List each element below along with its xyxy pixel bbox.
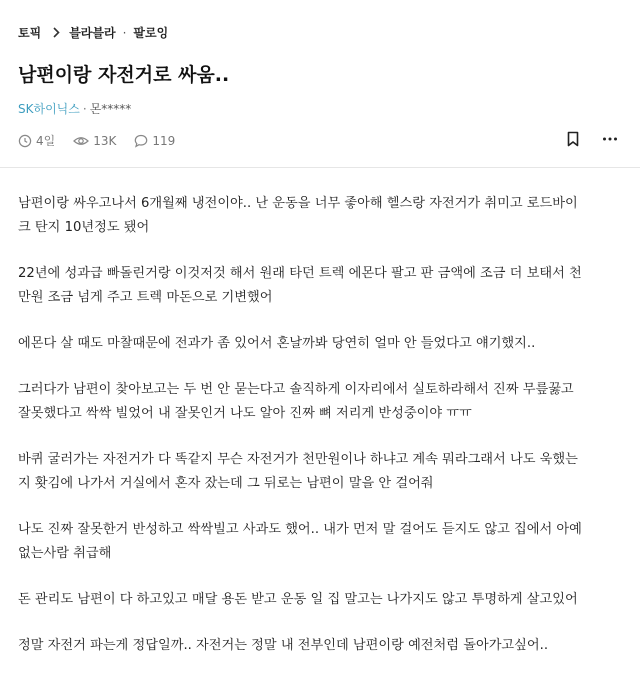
- author-separator: ·: [82, 101, 87, 116]
- post-paragraph: 에몬다 살 때도 마찰때문에 전과가 좀 있어서 혼날까봐 당연히 얼마 안 들었다고 얘기했지..: [18, 336, 536, 351]
- views-stat: [73, 134, 116, 148]
- breadcrumb-following[interactable]: 팔로잉: [133, 26, 169, 40]
- chevron-right-icon: [52, 27, 60, 38]
- post-paragraph: 그러다가 남편이 찾아보고는 두 번 안 묻는다고 솔직하게 이자리에서 실토하라해서 진짜 무릎꿇고 잘못했다고 싹싹 빌었어 내 잘못인거 나도 알아 진짜 뼈 저리게 반성중이야 ㅠㅠ: [18, 382, 574, 421]
- author-info: [18, 100, 131, 117]
- author-company[interactable]: SK하이닉스: [18, 102, 80, 116]
- more-button[interactable]: [602, 131, 618, 147]
- more-horizontal-icon: [602, 131, 618, 147]
- bookmark-button[interactable]: [566, 131, 580, 147]
- post-body: [18, 192, 628, 680]
- breadcrumb-board[interactable]: 블라블라: [69, 26, 116, 40]
- breadcrumb-topic[interactable]: 토픽: [18, 26, 42, 40]
- breadcrumb-dot: ·: [122, 25, 127, 40]
- eye-icon: [73, 134, 89, 148]
- time-ago: 4일: [36, 134, 56, 148]
- post-paragraph: 나도 진짜 잘못한거 반성하고 싹싹빌고 사과도 했어.. 내가 먼저 말 걸어도 듣지도 않고 집에서 아예 없는사람 취급해: [18, 522, 582, 561]
- post-actions: [566, 131, 618, 147]
- bookmark-icon: [566, 131, 580, 147]
- time-stat: [18, 132, 55, 149]
- header-divider: [0, 167, 640, 168]
- breadcrumb: [18, 24, 168, 41]
- post-paragraph: 정말 자전거 파는게 정답일까.. 자전거는 정말 내 전부인데 남편이랑 예전처럼 돌아가고싶어..: [18, 638, 549, 653]
- comment-icon: [134, 134, 148, 148]
- post-paragraph: 돈 관리도 남편이 다 하고있고 매달 용돈 받고 운동 일 집 말고는 나가지도 않고 투명하게 살고있어: [18, 592, 578, 607]
- clock-icon: [18, 134, 32, 148]
- comment-count: 119: [152, 133, 176, 148]
- comments-stat[interactable]: [134, 134, 175, 148]
- post-title: 남편이랑 자전거로 싸움..: [18, 64, 230, 86]
- post-stats: [18, 132, 193, 149]
- post-paragraph: 남편이랑 싸우고나서 6개월째 냉전이야.. 난 운동을 너무 좋아해 헬스랑 자전거가 취미고 로드바이 크 탄지 10년정도 됐어: [18, 196, 578, 235]
- post-paragraph: 바퀴 굴러가는 자전거가 다 똑같지 무슨 자전거가 천만원이나 하냐고 계속 뭐라그래서 나도 욱했는 지 홧김에 나가서 거실에서 혼자 잤는데 그 뒤로는 남편이 말을 안 걸어줘: [18, 452, 578, 491]
- post-paragraph: 22년에 성과급 빠돌린거랑 이것저것 해서 원래 타던 트렉 에몬다 팔고 판 금액에 조금 더 보태서 천 만원 조금 넘게 주고 트렉 마돈으로 기변했어: [18, 266, 582, 305]
- view-count: 13K: [93, 133, 117, 148]
- author-nickname: 몬*****: [89, 102, 132, 116]
